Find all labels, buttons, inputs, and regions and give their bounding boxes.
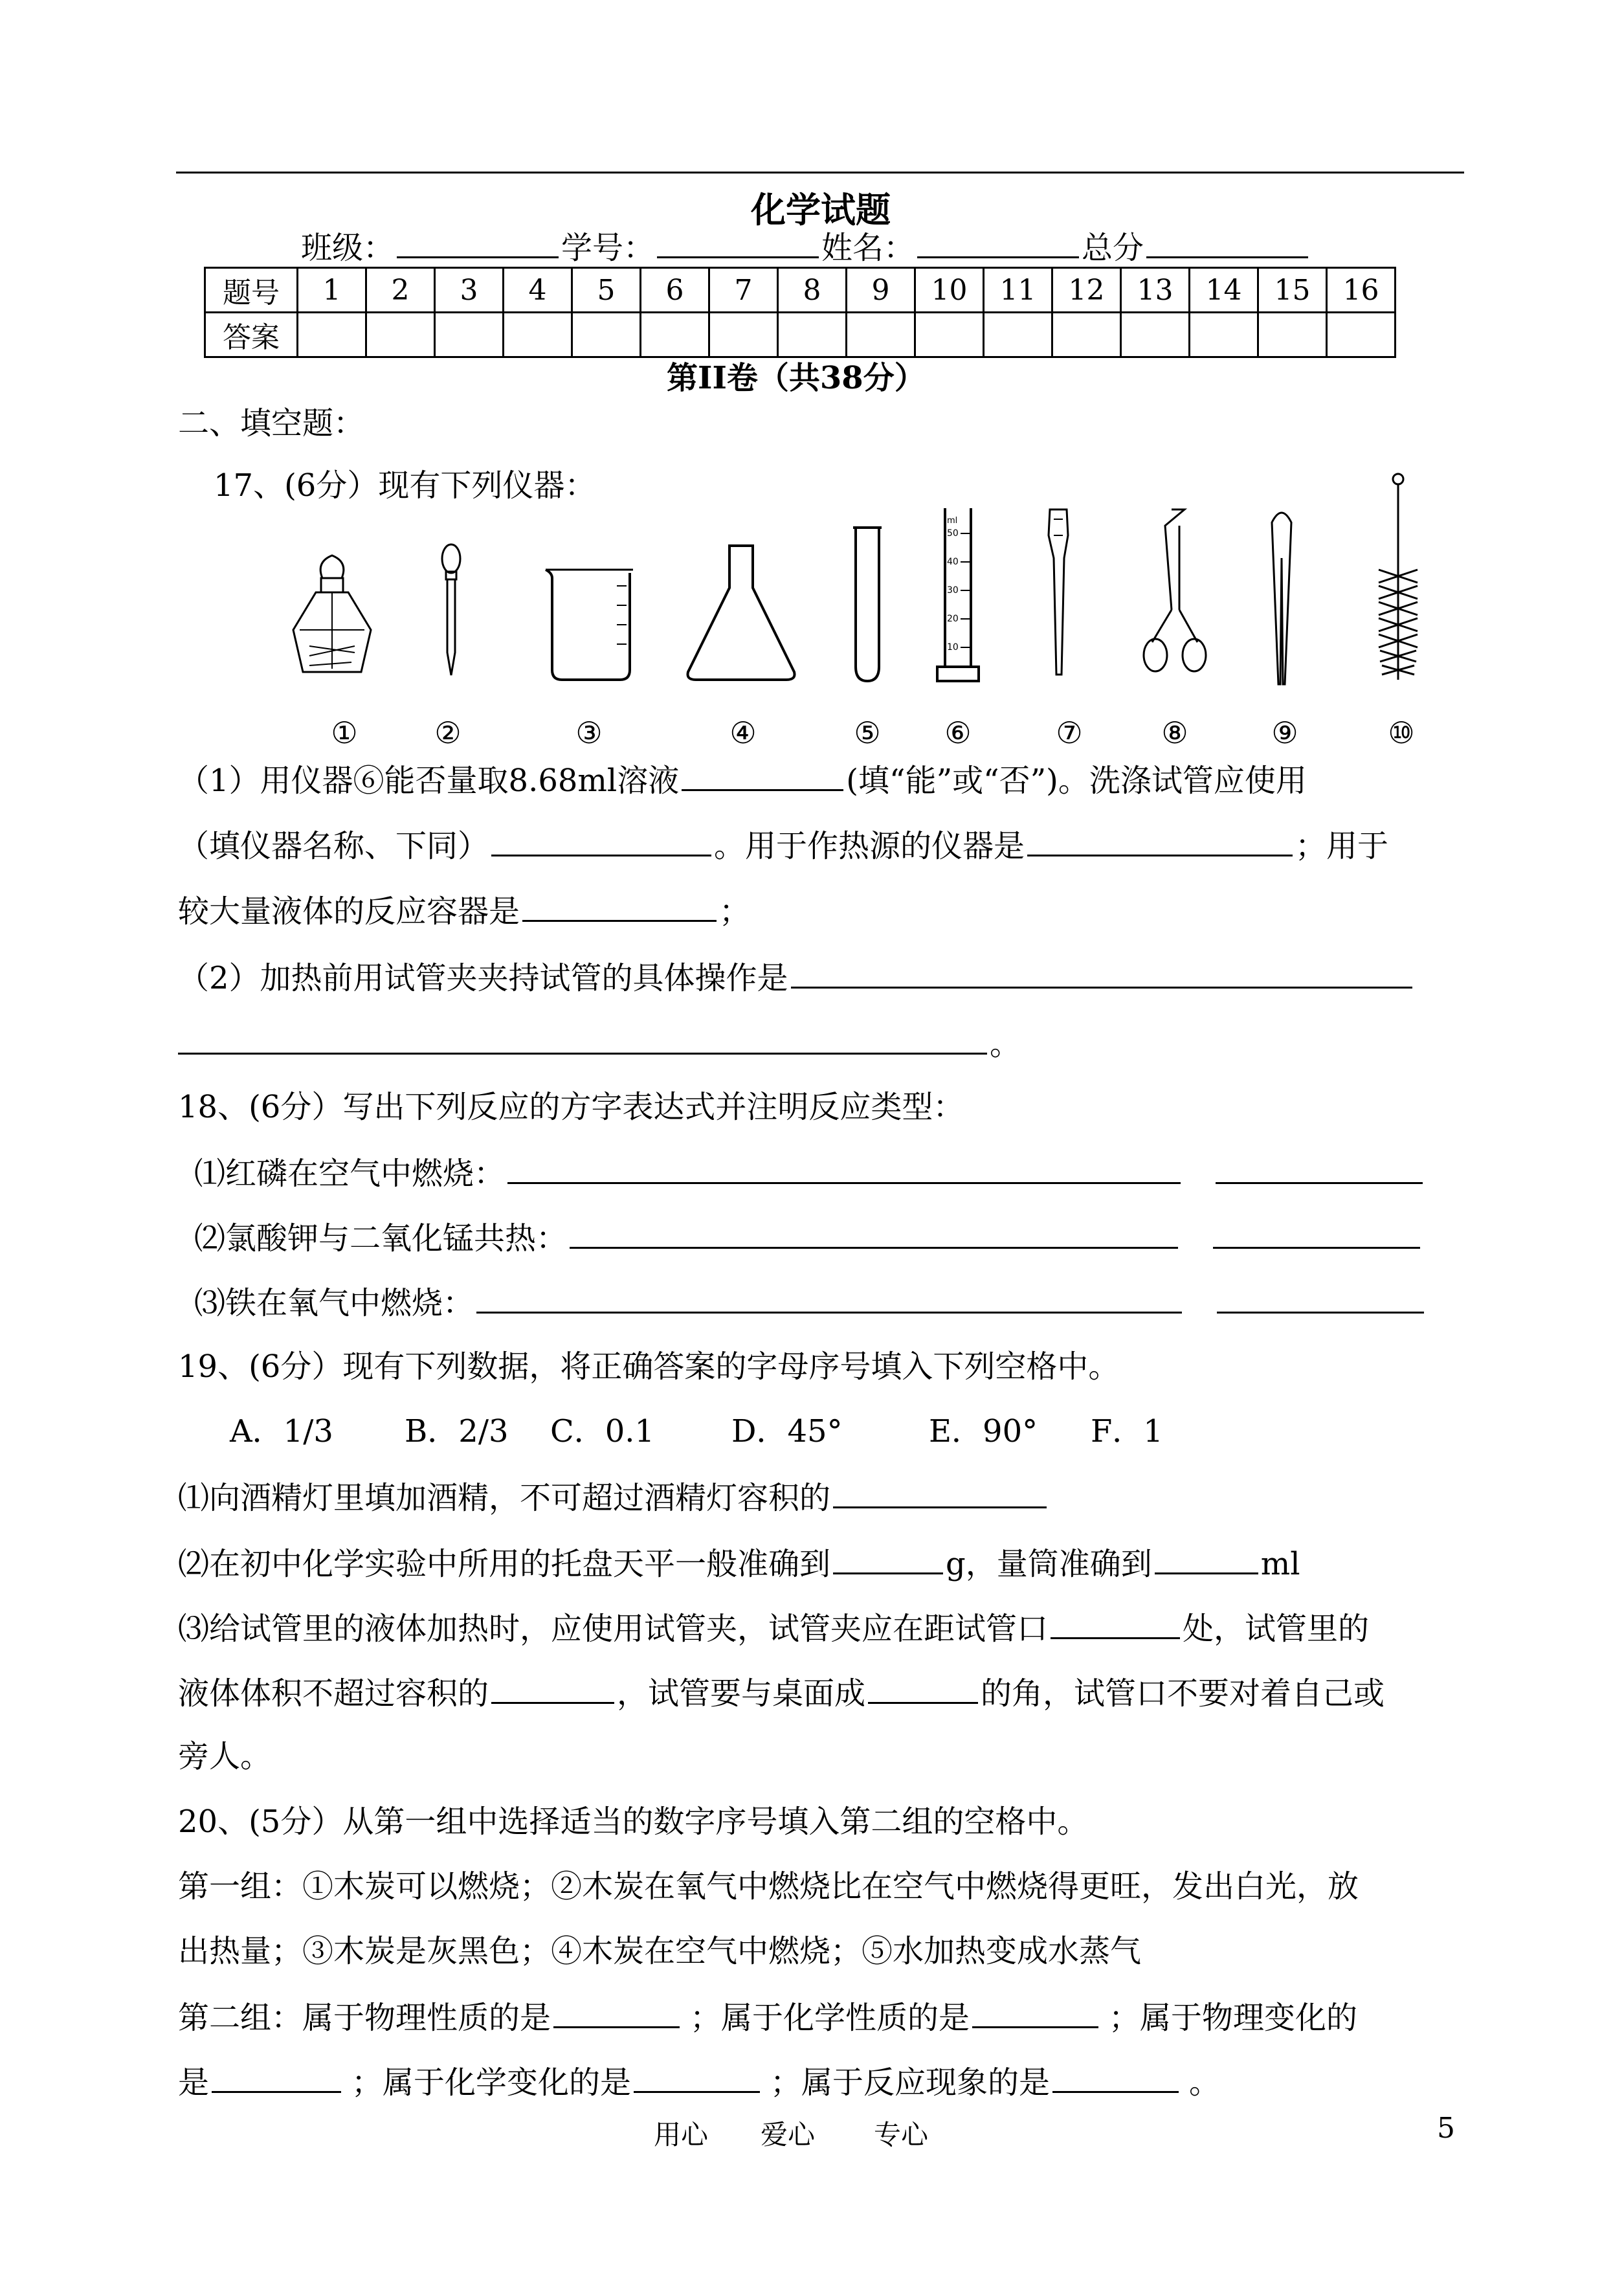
qnum-cell: 13 bbox=[1121, 268, 1190, 313]
class-label: 班级： bbox=[301, 230, 395, 266]
q19-blank-1[interactable] bbox=[833, 1478, 1047, 1508]
q19-options bbox=[230, 1413, 1163, 1449]
answer-cell[interactable] bbox=[435, 313, 504, 357]
name-label: 姓名： bbox=[821, 230, 915, 266]
answer-cell[interactable] bbox=[1258, 313, 1327, 357]
qnum-cell: 11 bbox=[984, 268, 1052, 313]
q19-text: ，试管要与桌面成 bbox=[617, 1675, 866, 1712]
instrument-label: ④ bbox=[729, 715, 757, 750]
instrument-label: ⑩ bbox=[1388, 715, 1415, 750]
q18-type-blank[interactable] bbox=[1216, 1154, 1423, 1184]
header-rule bbox=[176, 172, 1464, 173]
q17-blank-heat[interactable] bbox=[1027, 826, 1293, 856]
qnum-cell: 10 bbox=[915, 268, 984, 313]
answer-cell[interactable] bbox=[641, 313, 709, 357]
graduated-cylinder-icon bbox=[932, 505, 984, 686]
q17-p1-text: (填“能”或“否”)。洗涤试管应使用 bbox=[846, 763, 1307, 799]
q19-text: 液体体积不超过容积的 bbox=[178, 1675, 489, 1712]
q18-stem: 18、(6分）写出下列反应的方字表达式并注明反应类型： bbox=[178, 1089, 964, 1125]
test-tube-icon bbox=[848, 524, 887, 686]
q18-item-label: ⑴红磷在空气中燃烧： bbox=[194, 1156, 506, 1192]
q18-item-label: ⑶铁在氧气中燃烧： bbox=[194, 1285, 474, 1321]
qnum-cell: 15 bbox=[1258, 268, 1327, 313]
q17-part1-line2 bbox=[178, 826, 1388, 864]
row-label-question: 题号 bbox=[205, 268, 298, 313]
answer-cell[interactable] bbox=[1327, 313, 1396, 357]
page-number: 5 bbox=[1437, 2112, 1455, 2145]
q19-text: 处，试管里的 bbox=[1183, 1611, 1370, 1647]
q20-text: ；属于化学性质的是 bbox=[690, 2000, 970, 2036]
answer-cell[interactable] bbox=[984, 313, 1052, 357]
header-info-line bbox=[301, 228, 1311, 266]
cylinder-tick-label: 50 bbox=[947, 528, 959, 539]
q17-p1-text: 较大量液体的反应容器是 bbox=[178, 893, 520, 930]
dropper-icon bbox=[435, 542, 467, 678]
q19-option: F．1 bbox=[1091, 1413, 1163, 1449]
q20-blank-physical-change[interactable] bbox=[212, 2063, 341, 2093]
q19-option: D．45° bbox=[731, 1413, 843, 1449]
q17-part2-line1 bbox=[178, 958, 1415, 996]
q17-blank-wash[interactable] bbox=[491, 826, 711, 856]
answer-cell[interactable] bbox=[709, 313, 778, 357]
q19-s1 bbox=[178, 1478, 1049, 1516]
q17-blank-operation[interactable] bbox=[791, 958, 1412, 989]
q17-p1-text: ； bbox=[719, 893, 751, 930]
q18-type-blank[interactable] bbox=[1213, 1218, 1420, 1249]
instrument-label: ③ bbox=[575, 715, 603, 750]
row-label-answer: 答案 bbox=[205, 313, 298, 357]
tweezers-icon bbox=[1265, 506, 1298, 688]
q17-p2-end: 。 bbox=[990, 1026, 1021, 1062]
class-field[interactable] bbox=[397, 228, 559, 258]
q17-part2-line2 bbox=[178, 1024, 1021, 1062]
test-tube-brush-icon bbox=[1372, 473, 1424, 686]
answer-cell[interactable] bbox=[778, 313, 847, 357]
q17-blank-operation-cont[interactable] bbox=[178, 1024, 987, 1055]
answer-cell[interactable] bbox=[1052, 313, 1121, 357]
name-field[interactable] bbox=[917, 228, 1079, 258]
q17-blank-vessel[interactable] bbox=[522, 891, 717, 922]
q20-text: 第二组：属于物理性质的是 bbox=[178, 2000, 551, 2036]
q20-blank-chemical-change[interactable] bbox=[634, 2063, 760, 2093]
instrument-label: ② bbox=[434, 715, 462, 750]
answer-table bbox=[204, 267, 1396, 358]
qnum-cell: 16 bbox=[1327, 268, 1396, 313]
q18-type-blank[interactable] bbox=[1217, 1283, 1424, 1314]
q19-s3-line2 bbox=[178, 1673, 1385, 1712]
q20-text: 是 bbox=[178, 2064, 210, 2101]
q18-equation-blank[interactable] bbox=[570, 1218, 1178, 1249]
cylinder-tick-label: 20 bbox=[947, 614, 959, 624]
q20-text: ；属于物理变化的 bbox=[1109, 2000, 1358, 2036]
q19-blank-balance[interactable] bbox=[833, 1544, 943, 1574]
q18-item2 bbox=[194, 1218, 1423, 1257]
q19-s2 bbox=[178, 1544, 1300, 1582]
answer-cell[interactable] bbox=[1121, 313, 1190, 357]
q19-stem: 19、(6分）现有下列数据，将正确答案的字母序号填入下列空格中。 bbox=[178, 1348, 1120, 1385]
q19-text: 的角，试管口不要对着自己或 bbox=[981, 1675, 1385, 1712]
q20-blank-chemical-property[interactable] bbox=[972, 1998, 1098, 2028]
q19-blank-cylinder[interactable] bbox=[1155, 1544, 1258, 1574]
volume-title: 第II卷（共38分） bbox=[667, 360, 926, 396]
q20-text: 。 bbox=[1189, 2064, 1221, 2101]
cylinder-tick-label: 10 bbox=[947, 642, 959, 653]
answer-cell[interactable] bbox=[298, 313, 366, 357]
qnum-cell: 6 bbox=[641, 268, 709, 313]
q19-option: C．0.1 bbox=[550, 1413, 655, 1449]
qnum-cell: 1 bbox=[298, 268, 366, 313]
answer-row bbox=[205, 313, 1396, 357]
part-title: 二、填空题： bbox=[178, 405, 365, 442]
q20-group2-line2 bbox=[178, 2063, 1220, 2101]
q20-stem: 20、(5分）从第一组中选择适当的数字序号填入第二组的空格中。 bbox=[178, 1804, 1089, 1840]
q20-group2-line1 bbox=[178, 1998, 1357, 2036]
q19-option: B．2/3 bbox=[405, 1413, 509, 1449]
q17-p1-text: （1）用仪器⑥能否量取8.68ml溶液 bbox=[178, 763, 680, 799]
footer-slogan-3: 专心 bbox=[874, 2119, 929, 2151]
cylinder-unit-label: ml bbox=[947, 516, 958, 526]
q19-text: ml bbox=[1260, 1546, 1300, 1582]
glass-rod-icon bbox=[1042, 506, 1074, 681]
q20-text: ；属于反应现象的是 bbox=[770, 2064, 1051, 2101]
page-title: 化学试题 bbox=[751, 190, 891, 230]
student-no-field[interactable] bbox=[657, 228, 819, 258]
instrument-label: ⑧ bbox=[1161, 715, 1188, 750]
instrument-label: ⑨ bbox=[1271, 715, 1298, 750]
q18-equation-blank[interactable] bbox=[476, 1283, 1182, 1314]
answer-cell[interactable] bbox=[366, 313, 435, 357]
q17-p2-text: （2）加热前用试管夹夹持试管的具体操作是 bbox=[178, 960, 788, 996]
student-no-label: 学号： bbox=[561, 230, 655, 266]
cylinder-tick-label: 40 bbox=[947, 557, 959, 567]
q18-item1 bbox=[194, 1154, 1425, 1192]
answer-cell[interactable] bbox=[847, 313, 915, 357]
q17-stem: 17、(6分）现有下列仪器： bbox=[214, 467, 596, 504]
qnum-cell: 7 bbox=[709, 268, 778, 313]
crucible-tongs-icon bbox=[1139, 506, 1210, 681]
qnum-cell: 14 bbox=[1190, 268, 1258, 313]
q18-item-label: ⑵氯酸钾与二氧化锰共热： bbox=[194, 1220, 568, 1257]
q19-text: ⑴向酒精灯里填加酒精，不可超过酒精灯容积的 bbox=[178, 1480, 831, 1516]
q20-blank-physical-property[interactable] bbox=[553, 1998, 680, 2028]
alcohol-lamp-icon bbox=[290, 549, 374, 678]
qnum-cell: 3 bbox=[435, 268, 504, 313]
q19-s3-line3: 旁人。 bbox=[178, 1738, 272, 1774]
footer-slogan-2: 爱心 bbox=[761, 2119, 816, 2151]
instrument-label: ① bbox=[331, 715, 358, 750]
total-field[interactable] bbox=[1146, 228, 1308, 258]
answer-cell[interactable] bbox=[572, 313, 641, 357]
q18-item3 bbox=[194, 1283, 1427, 1321]
instrument-label: ⑥ bbox=[944, 715, 972, 750]
q17-blank-measure[interactable] bbox=[682, 761, 843, 791]
q19-text: g，量筒准确到 bbox=[946, 1546, 1152, 1582]
qnum-cell: 8 bbox=[778, 268, 847, 313]
qnum-cell: 9 bbox=[847, 268, 915, 313]
q20-text: ；属于化学变化的是 bbox=[351, 2064, 632, 2101]
q19-text: ⑶给试管里的液体加热时，应使用试管夹，试管夹应在距试管口 bbox=[178, 1611, 1049, 1647]
q19-blank-angle[interactable] bbox=[868, 1673, 978, 1704]
q17-p1-text: 。用于作热源的仪器是 bbox=[714, 828, 1025, 864]
qnum-cell: 4 bbox=[504, 268, 572, 313]
q20-blank-phenomenon[interactable] bbox=[1052, 2063, 1179, 2093]
answer-cell[interactable] bbox=[915, 313, 984, 357]
total-label: 总分 bbox=[1082, 230, 1144, 266]
q19-text: ⑵在初中化学实验中所用的托盘天平一般准确到 bbox=[178, 1546, 831, 1582]
instrument-label: ⑦ bbox=[1056, 715, 1083, 750]
q19-option: E．90° bbox=[929, 1413, 1038, 1449]
q19-blank-clamp[interactable] bbox=[1051, 1609, 1180, 1639]
answer-cell[interactable] bbox=[1190, 313, 1258, 357]
q20-group1-line1: 第一组：①木炭可以燃烧；②木炭在氧气中燃烧比在空气中燃烧得更旺，发出白光，放 bbox=[178, 1868, 1359, 1905]
q20-group1-line2: 出热量；③木炭是灰黑色；④木炭在空气中燃烧；⑤水加热变成水蒸气 bbox=[178, 1933, 1142, 1969]
qnum-cell: 5 bbox=[572, 268, 641, 313]
q17-p1-text: ；用于 bbox=[1295, 828, 1389, 864]
q18-equation-blank[interactable] bbox=[507, 1154, 1181, 1184]
q17-part1-line3 bbox=[178, 891, 750, 930]
conical-flask-icon bbox=[683, 542, 799, 685]
qnum-cell: 12 bbox=[1052, 268, 1121, 313]
q17-part1-line1 bbox=[178, 761, 1307, 799]
footer-slogan-1: 用心 bbox=[654, 2119, 709, 2151]
beaker-icon bbox=[542, 566, 640, 683]
cylinder-tick-label: 30 bbox=[947, 585, 959, 596]
q19-s3-line1 bbox=[178, 1609, 1369, 1647]
q19-blank-volume[interactable] bbox=[491, 1673, 614, 1704]
answer-cell[interactable] bbox=[504, 313, 572, 357]
q19-option: A．1/3 bbox=[230, 1413, 333, 1449]
qnum-cell: 2 bbox=[366, 268, 435, 313]
q17-p1-text: （填仪器名称、下同） bbox=[178, 828, 489, 864]
question-number-row bbox=[205, 268, 1396, 313]
instrument-label: ⑤ bbox=[854, 715, 881, 750]
